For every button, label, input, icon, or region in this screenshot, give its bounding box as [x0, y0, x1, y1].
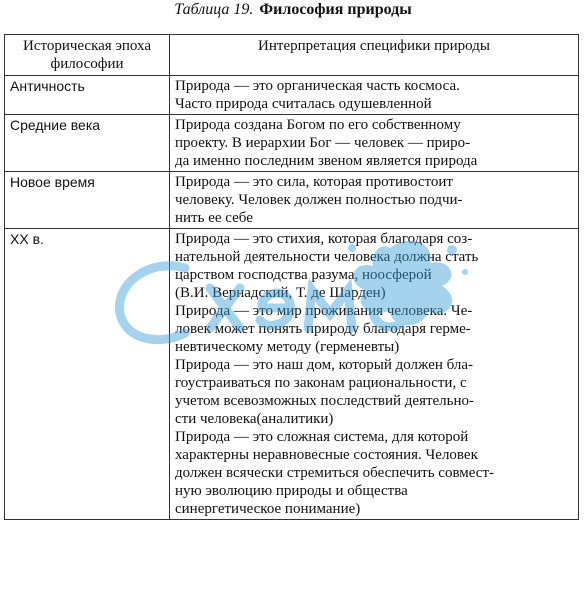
interpretation-block	[175, 302, 573, 356]
text-line: да именно последним звеном является природа	[175, 153, 478, 169]
header-row	[5, 35, 579, 76]
text-line: невтическому методу (герменевты)	[175, 339, 400, 355]
text-line: учетом всевозможных последствий деятельно-	[175, 393, 475, 409]
table-row	[5, 229, 579, 520]
text-line: Природа — это стихия, которая благодаря соз-	[175, 231, 473, 247]
text-line: проекту. В иерархии Бог — человек — приро-	[175, 135, 471, 151]
text-line: должен всячески стремиться обеспечить совмест-	[175, 465, 495, 481]
header-interpretation	[170, 35, 579, 76]
caption-prefix: Таблица 19.	[174, 1, 254, 18]
text-line: (В.И. Вернадский, Т. де Шарден)	[175, 285, 386, 301]
text-line: гоустраиваться по законам рациональности, с	[175, 375, 467, 391]
interpretation-block	[175, 77, 573, 113]
interpretation-block	[175, 116, 573, 170]
interpretation-cell	[170, 229, 579, 520]
interpretation-block	[175, 173, 573, 227]
interpretation-cell	[170, 172, 579, 229]
text-line: нательной деятельности человека должна стать	[175, 249, 479, 265]
text-line: Природа — это сила, которая противостоит	[175, 174, 453, 190]
era-cell: XX в.	[5, 229, 170, 520]
era-cell: Новое время	[5, 172, 170, 229]
header-era-line: Историческая эпоха	[22, 38, 152, 54]
text-line: синергетическое понимание)	[175, 501, 361, 517]
header-interpretation-line: Интерпретация специфики природы	[258, 38, 490, 54]
table-caption	[0, 0, 586, 20]
table-row	[5, 115, 579, 172]
text-line: ловек может понять природу благодаря герме-	[175, 321, 471, 337]
text-line: Природа — это мир проживания человека. Че-	[175, 303, 473, 319]
interpretation-block	[175, 428, 573, 518]
text-line: ную эволюцию природы и общества	[175, 483, 408, 499]
header-era	[5, 35, 170, 76]
text-line: человеку. Человек должен полностью подчи-	[175, 192, 463, 208]
text-line: характерны неравновесные состояния. Человек	[175, 447, 478, 463]
era-cell: Античность	[5, 76, 170, 115]
text-line: сти человека(аналитики)	[175, 411, 334, 427]
caption-title: Философия природы	[259, 1, 412, 18]
text-line: Часто природа считалась одушевленной	[175, 96, 432, 112]
interpretation-block	[175, 230, 573, 302]
interpretation-cell	[170, 115, 579, 172]
text-line: Природа — это наш дом, который должен бла-	[175, 357, 474, 373]
nature-philosophy-table	[4, 34, 579, 520]
interpretation-cell	[170, 76, 579, 115]
table-row	[5, 172, 579, 229]
text-line: царством господства разума, ноосферой	[175, 267, 432, 283]
interpretation-block	[175, 356, 573, 428]
text-line: нить ее себе	[175, 210, 253, 226]
era-cell: Средние века	[5, 115, 170, 172]
text-line: Природа — это сложная система, для которой	[175, 429, 469, 445]
table-row	[5, 76, 579, 115]
text-line: Природа — это органическая часть космоса.	[175, 78, 460, 94]
text-line: Природа создана Богом по его собственному	[175, 117, 461, 133]
header-era-line: философии	[50, 56, 124, 72]
